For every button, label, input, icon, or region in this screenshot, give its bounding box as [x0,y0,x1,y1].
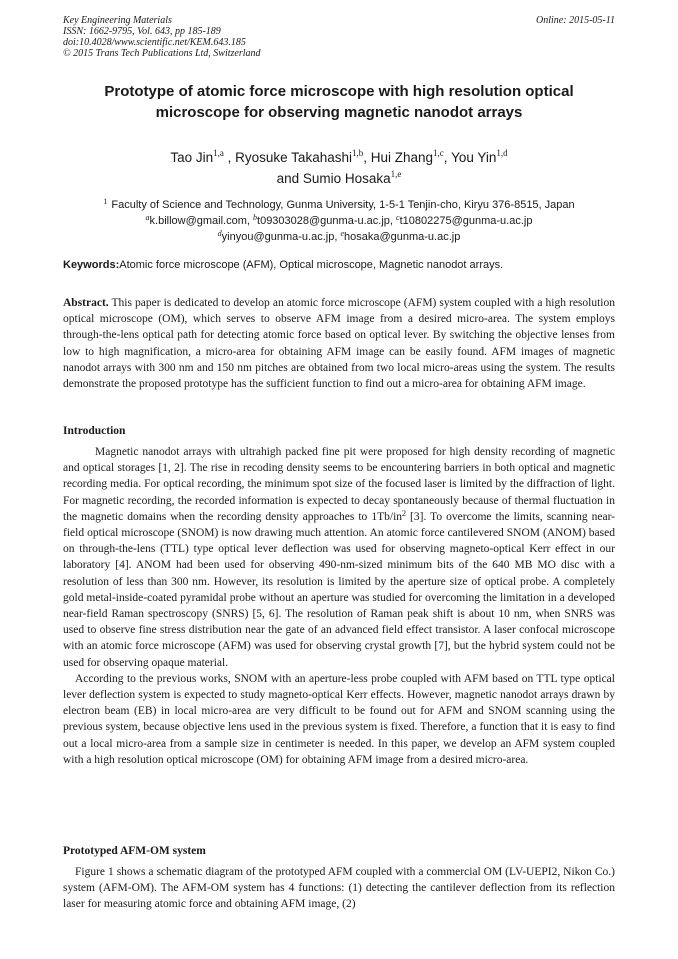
density-unit [371,508,407,523]
email-sup: e [340,229,344,238]
author-separator: , [363,150,371,165]
title-line-2: microscope for observing magnetic nanodot arrays [155,104,523,121]
abstract-text: This paper is dedicated to develop an atomic force microscope (AFM) system coupled with a high resolution optical microscope (OM), which serves to observe AFM image from a desired micro-area. The system employs through-the-lens optical path for detecting atomic force based on optical lever. By switching the objective lenses from low to high magnification, a micro-area for obtaining AFM image can be easily found. AFM images of magnetic nanodot arrays with 300 nm and 150 nm pitches are obtained from two local micro-areas using the system. The results demonstrate the proposed prototype has the sufficient function to find out a micro-area for obtaining AFM image. [63,297,615,391]
email-separator: , [334,231,341,243]
author-name: Ryosuke Takahashi [235,150,352,165]
abstract-label: Abstract. [63,297,109,309]
keywords-text: Atomic force microscope (AFM), Optical microscope, Magnetic nanodot arrays. [119,259,504,271]
intro-paragraph-1 [63,444,615,671]
affiliation-number: 1 [103,197,108,206]
author-name: Tao Jin [170,150,214,165]
email-address[interactable]: t09303028@gunma-u.ac.jp [257,215,390,227]
author-name: You Yin [451,150,497,165]
author-separator: , [443,150,452,165]
doi-line: doi:10.4028/www.scientific.net/KEM.643.185 [63,37,246,48]
email-sup: a [145,213,150,222]
intro-paragraph-2: According to the previous works, SNOM with an aperture-less probe coupled with AFM based on TTL type optical lever deflection system is expected to study magneto-optical Kerr effects. However, magnetic nanodot arrays drawn by electron beam (EB) in local micro-area are very difficult to be found out for AFM and SNOM scanning using the previous system, because objective lens used in the previous system is fixed. Therefore, a function that it is easy to find out a local micro-area from a sample size in centimeter is needed. In this paper, we develop an AFM system coupled with a high resolution optical microscope (OM) for obtaining AFM image from a desired micro-area. [63,672,615,766]
section2-paragraph-1: Figure 1 shows a schematic diagram of the prototyped AFM coupled with a commercial OM (LV-UEPI2, Nikon Co.) system (AFM-OM). The AFM-OM system has 4 functions: (1) detecting the cantilever deflection from its reflection laser for measuring atomic force and obtaining AFM image, (2) [63,866,615,911]
email-separator: , [246,215,254,227]
section-heading-introduction: Introduction [63,425,126,437]
density-unit-base: 1Tb/in [371,510,403,523]
affiliation-text: Faculty of Science and Technology, Gunma University, 1-5-1 Tenjin-cho, Kiryu 376-8515, Japan [111,199,575,211]
email-sup: b [253,213,258,222]
email-address[interactable]: yinyou@gunma-u.ac.jp [221,231,335,243]
intro-p1-text-b: [3]. To overcome the limits, scanning near-field optical microscope (SNOM) is now drawing much attention. An atomic force cantilevered SNOM (ANOM) based on through-the-lens (TTL) type optical lever deflection was used for observing magneto-optical Kerr effect in our laboratory [4]. ANOM had been used for observing 490-nm-sized minimum bits of the 640 MB MO disc with a resolution of less than 300 nm. However, its resolution is limited by the aperture size of optical probe. A completely gold metal-inside-coated pyramidal probe without an aperture was studied for overcoming the limitation in a developed near-field Raman spectroscopy (SNRS) [5, 6]. The resolution of Raman peak shift is about 10 nm, when SNRS was used to observe fine stress distribution near the gate of an advanced field effect transistor. A laser confocal microscope with an atomic force microscope (AFM) was used for observing crystal growth [7], but the hybrid system could not be used for observing opaque material. [63,510,615,669]
email-address[interactable]: t10802275@gunma-u.ac.jp [399,215,533,227]
density-unit-exponent: 2 [402,508,407,518]
introduction-body [63,444,615,768]
keywords [63,258,615,273]
email-sup: d [217,229,222,238]
email-line-2 [63,229,615,245]
author-name: Hui Zhang [370,150,434,165]
author-affil-sup: 1,b [351,148,364,158]
affiliation-block [63,197,615,245]
section2-body [63,864,615,913]
online-date: Online: 2015-05-11 [536,15,615,26]
keywords-label: Keywords: [63,259,120,271]
email-address[interactable]: k.billow@gmail.com [149,215,247,227]
author-affil-sup: 1,a [213,148,224,158]
author-separator: , [223,150,236,165]
author-line-2 [63,168,615,189]
author-affil-sup: 1,e [390,169,402,179]
author-affil-sup: 1,c [433,148,444,158]
section-heading-prototyped-afm-om: Prototyped AFM-OM system [63,845,206,857]
email-address[interactable]: hosaka@gunma-u.ac.jp [344,231,461,243]
email-sup: c [396,213,400,222]
author-and: and [276,171,303,186]
paper-title [63,81,615,123]
intro-p1-text-a: Magnetic nanodot arrays with ultrahigh packed fine pit were proposed for high density recording of magnetic and optical storages [1, 2]. The rise in recoding density seems to be encountering barriers in both optical and magnetic recording media. For optical recording, the minimum spot size of the focused laser is limited by the diffraction of light. For magnetic recording, the recorded information is expected to decay spontaneously because of thermal fluctuation in the magnetic domains when the recording density approaches to [63,446,615,523]
abstract-paragraph [63,295,615,392]
abstract [63,295,615,392]
issn-line: ISSN: 1662-9795, Vol. 643, pp 185-189 [63,26,221,37]
author-list [63,147,615,189]
copyright-line: © 2015 Trans Tech Publications Ltd, Switzerland [63,48,261,59]
journal-name: Key Engineering Materials [63,15,172,26]
email-line-1 [63,213,615,229]
author-name: Sumio Hosaka [302,171,391,186]
affiliation-line [63,197,615,213]
title-line-1: Prototype of atomic force microscope with high resolution optical [104,83,574,100]
journal-header [63,15,615,59]
author-affil-sup: 1,d [496,148,508,158]
author-line-1 [63,147,615,168]
email-separator: , [389,215,397,227]
